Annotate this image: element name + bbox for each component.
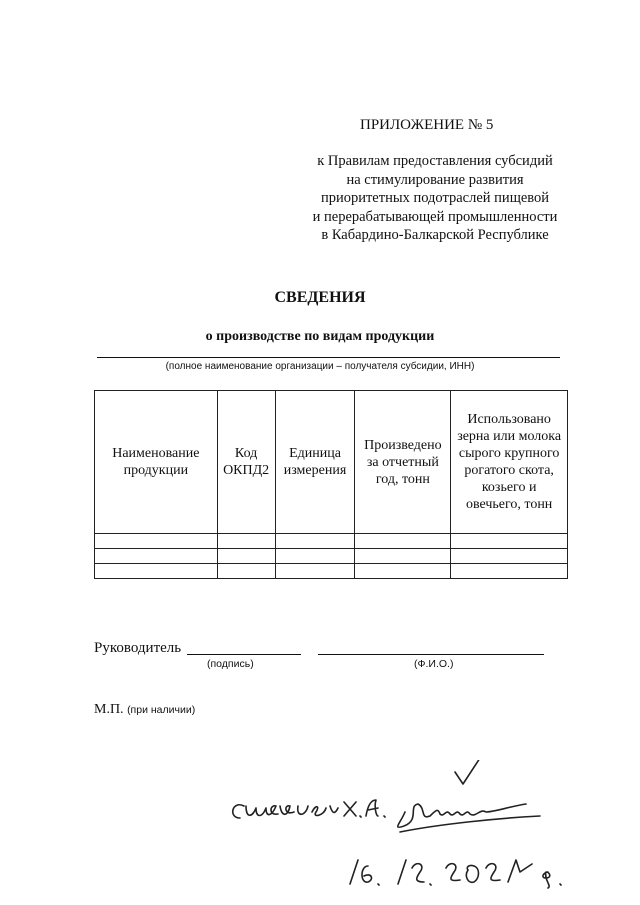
- appendix-line: и перерабатывающей промышленности: [312, 208, 558, 225]
- full-name-caption: (Ф.И.О.): [414, 658, 454, 670]
- table-cell: [95, 564, 218, 579]
- table-cell: [451, 534, 568, 549]
- table-cell: [217, 549, 275, 564]
- appendix-line: в Кабардино-Балкарской Республике: [321, 227, 549, 243]
- document-subtitle: о производстве по видам продукции: [205, 329, 435, 344]
- header-unit: Единица измерения: [275, 391, 355, 534]
- table-row: [95, 564, 568, 579]
- table-cell: [95, 534, 218, 549]
- table-header-row: [95, 391, 568, 534]
- appendix-line: приоритетных подотраслей пищевой: [320, 190, 550, 206]
- handwritten-signature: [0, 760, 640, 905]
- check-mark-icon: [455, 760, 480, 784]
- table-cell: [275, 549, 355, 564]
- header-used-raw: Использовано зерна или молока сырого крупного рогатого скота, козьего и овечьего, тонн: [451, 391, 568, 534]
- production-table: [94, 390, 568, 579]
- appendix-line: к Правилам предоставления субсидий: [317, 153, 553, 169]
- stamp-label: М.П.: [94, 702, 124, 717]
- full-name-line: [318, 654, 544, 655]
- header-okpd2-code: Код ОКПД2: [217, 391, 275, 534]
- table-cell: [355, 534, 451, 549]
- organization-name-line: [97, 357, 560, 358]
- appendix-line: на стимулирование развития: [346, 171, 524, 188]
- table-cell: [275, 534, 355, 549]
- table-cell: [275, 564, 355, 579]
- stamp-place: [94, 702, 195, 718]
- organization-caption: (полное наименование организации – получателя субсидии, ИНН): [165, 361, 475, 372]
- table-cell: [217, 564, 275, 579]
- appendix-reference: [300, 152, 570, 245]
- appendix-title: ПРИЛОЖЕНИЕ № 5: [360, 117, 494, 133]
- header-produced: Произведено за отчетный год, тонн: [355, 391, 451, 534]
- head-label: Руководитель: [94, 640, 182, 656]
- table-row: [95, 534, 568, 549]
- signature-line: [187, 654, 301, 655]
- table-cell: [95, 549, 218, 564]
- table-cell: [217, 534, 275, 549]
- table-cell: [451, 564, 568, 579]
- stamp-note: (при наличии): [127, 704, 196, 716]
- signature-caption: (подпись): [207, 658, 254, 670]
- table-cell: [451, 549, 568, 564]
- header-product-name: Наименование продукции: [95, 391, 218, 534]
- table-cell: [355, 564, 451, 579]
- table-row: [95, 549, 568, 564]
- table-cell: [355, 549, 451, 564]
- document-title: СВЕДЕНИЯ: [274, 289, 366, 306]
